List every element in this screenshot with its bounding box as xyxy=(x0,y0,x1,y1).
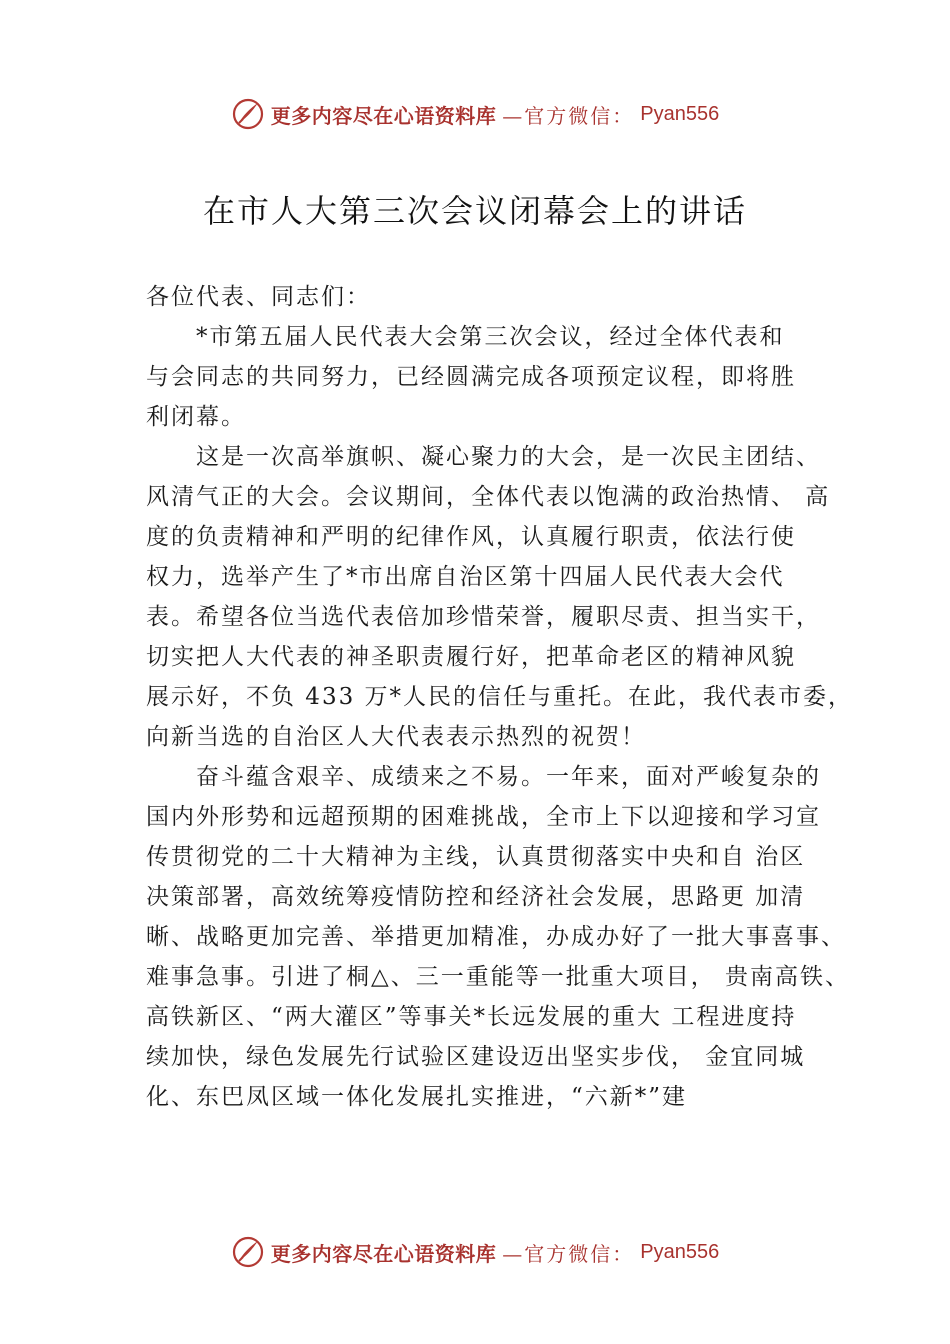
text-line: *市第五届人民代表大会第三次会议，经过全体代表和 xyxy=(196,324,785,350)
header-banner xyxy=(0,94,950,134)
banner-brand: 更多内容尽在心语资料库 xyxy=(270,1241,497,1266)
text-line: 度的负责精神和严明的纪律作风，认真履行职责，依法行使 xyxy=(146,524,796,550)
text-line: 奋斗蕴含艰辛、成绩来之不易。一年来，面对严峻复杂的 xyxy=(196,764,821,790)
banner-brand: 更多内容尽在心语资料库 xyxy=(270,103,497,128)
text-line: 权力，选举产生了*市出席自治区第十四届人民代表大会代 xyxy=(146,564,785,590)
text-line: 表。希望各位当选代表倍加珍惜荣誉，履职尽责、担当实干， xyxy=(146,604,821,630)
quill-logo-icon xyxy=(231,1235,265,1269)
banner-wechat-id: Pyan556 xyxy=(640,102,720,125)
text-line: 决策部署，高效统筹疫情防控和经济社会发展，思路更 加清 xyxy=(146,884,806,910)
footer-banner xyxy=(0,1232,950,1272)
banner-official-label: —官方微信： xyxy=(502,103,635,128)
quill-logo-icon xyxy=(231,97,265,131)
text-line: 晰、战略更加完善、举措更加精准，办成办好了一批大事喜事、 xyxy=(146,924,846,950)
text-line: 国内外形势和远超预期的困难挑战，全市上下以迎接和学习宣 xyxy=(146,804,821,830)
text-line: 难事急事。引进了桐△、三一重能等一批重大项目， 贵南高铁、 xyxy=(146,964,850,990)
document-title: 在市人大第三次会议闭幕会上的讲话 xyxy=(202,192,747,230)
text-line: 与会同志的共同努力，已经圆满完成各项预定议程，即将胜 xyxy=(146,364,796,390)
text-line: 传贯彻党的二十大精神为主线，认真贯彻落实中央和自 治区 xyxy=(146,844,806,870)
text-line: 向新当选的自治区人大代表表示热烈的祝贺！ xyxy=(146,724,646,750)
document-body xyxy=(146,277,854,1117)
text-line: 展示好，不负 433 万*人民的信任与重托。在此，我代表市委， xyxy=(146,684,854,710)
text-line: 利闭幕。 xyxy=(146,404,246,430)
banner-wechat-id: Pyan556 xyxy=(640,1240,720,1263)
text-line: 风清气正的大会。会议期间，全体代表以饱满的政治热情、 高 xyxy=(146,484,831,510)
text-line: 高铁新区、“两大灌区”等事关*长远发展的重大 工程进度持 xyxy=(146,1004,797,1030)
text-line: 切实把人大代表的神圣职责履行好，把革命老区的精神风貌 xyxy=(146,644,796,670)
text-line: 续加快，绿色发展先行试验区建设迈出坚实步伐， 金宜同城 xyxy=(146,1044,806,1070)
text-line: 各位代表、同志们： xyxy=(146,284,371,310)
text-line: 这是一次高举旗帜、凝心聚力的大会，是一次民主团结、 xyxy=(196,444,821,470)
text-line: 化、东巴凤区域一体化发展扎实推进，“六新*”建 xyxy=(146,1084,688,1110)
banner-official-label: —官方微信： xyxy=(502,1241,635,1266)
